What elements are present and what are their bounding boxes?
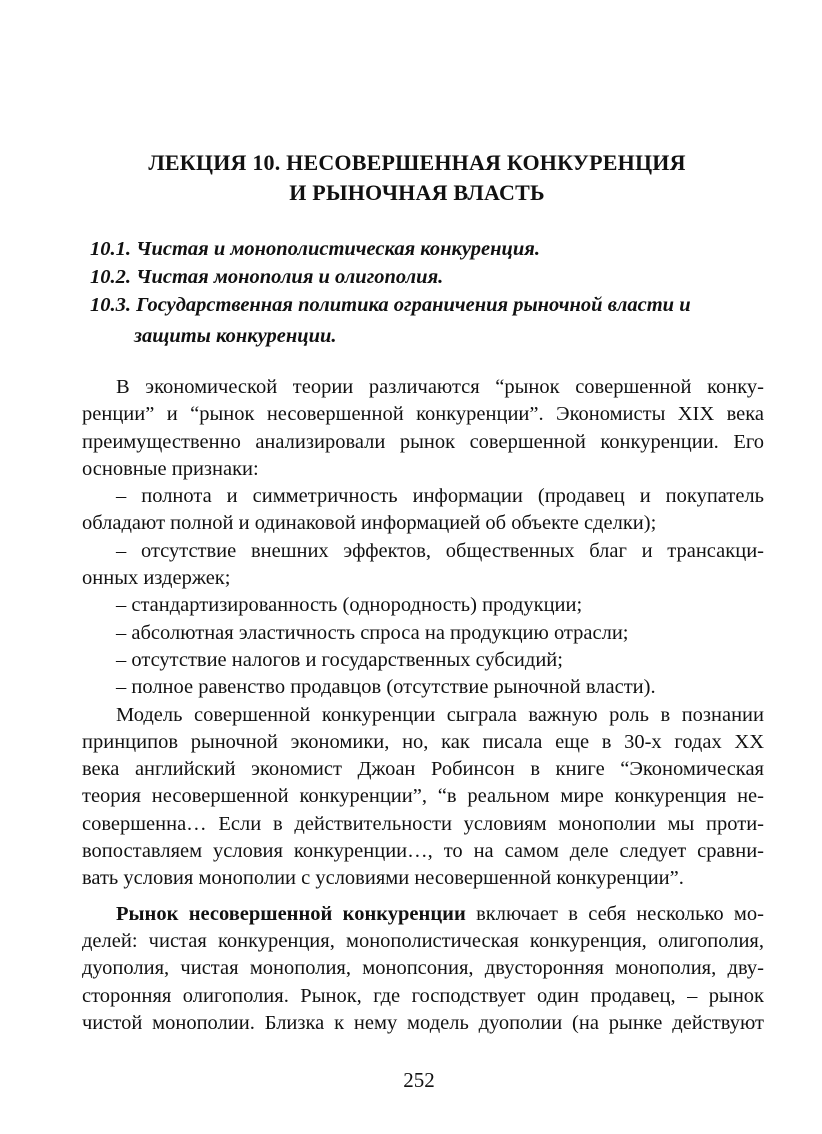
body-line: сторонняя олигополия. Рынок, где господствует один продавец, – рынок — [82, 984, 764, 1007]
list-item: – стандартизированность (однородность) продукции; — [116, 594, 583, 617]
body-line: делей: чистая конкуренция, монополистическая конкуренция, олигополия, — [82, 929, 764, 952]
list-item: – абсолютная эластичность спроса на продукцию отрасли; — [116, 621, 629, 644]
page-number: 252 — [403, 1068, 435, 1092]
list-item: – полное равенство продавцов (отсутствие рыночной власти). — [116, 676, 656, 699]
toc-item-10-3-continuation: защиты конкуренции. — [134, 325, 337, 347]
body-line: дуополия, чистая монополия, монопсония, двусторонняя монополия, дву- — [82, 957, 764, 980]
body-line: онных издержек; — [82, 567, 231, 590]
body-line: века английский экономист Джоан Робинсон в книге “Экономическая — [82, 758, 764, 781]
body-line: теория несовершенной конкуренции”, “в реальном мире конкуренция не- — [82, 785, 764, 808]
body-line: ренции” и “рынок несовершенной конкуренции”. Экономисты XIX века — [82, 403, 764, 426]
toc-item-10-3: 10.3. Государственная политика ограничения рыночной власти и — [90, 294, 691, 316]
bold-term: Рынок несовершенной конкуренции — [116, 902, 466, 925]
body-line: преимущественно анализировали рынок совершенной конкуренции. Его — [82, 430, 764, 453]
body-line: вопоставляем условия конкуренции…, то на самом деле следует сравни- — [82, 840, 764, 863]
toc-item-10-1: 10.1. Чистая и монополистическая конкуренция. — [90, 238, 540, 260]
body-line: вать условия монополии с условиями несовершенной конкуренции”. — [82, 867, 684, 890]
list-item: – отсутствие налогов и государственных субсидий; — [116, 648, 563, 671]
body-line: Модель совершенной конкуренции сыграла важную роль в познании — [116, 703, 764, 726]
lecture-title-line-2: И РЫНОЧНАЯ ВЛАСТЬ — [289, 180, 545, 205]
body-line: обладают полной и одинаковой информацией об объекте сделки); — [82, 512, 657, 535]
body-line: В экономической теории различаются “рынок совершенной конку- — [116, 376, 764, 398]
body-line: чистой монополии. Близка к нему модель дуополии (на рынке действуют — [82, 1011, 764, 1034]
body-text — [82, 374, 764, 1037]
paragraph-2-first-line — [82, 901, 764, 928]
inline-text: включает в себя несколько мо- — [465, 902, 764, 925]
list-item: – полнота и симметричность информации (продавец и покупатель — [116, 485, 764, 508]
body-line: совершенна… Если в действительности условиям монополии мы проти- — [82, 812, 764, 835]
lecture-title-line-1: ЛЕКЦИЯ 10. НЕСОВЕРШЕННАЯ КОНКУРЕНЦИЯ — [148, 150, 686, 175]
list-item: – отсутствие внешних эффектов, общественных благ и трансакци- — [116, 539, 764, 562]
body-line: принципов рыночной экономики, но, как писала еще в 30-х годах XX — [82, 730, 764, 753]
body-line: основные признаки: — [82, 457, 259, 480]
toc-item-10-2: 10.2. Чистая монополия и олигополия. — [90, 266, 444, 288]
